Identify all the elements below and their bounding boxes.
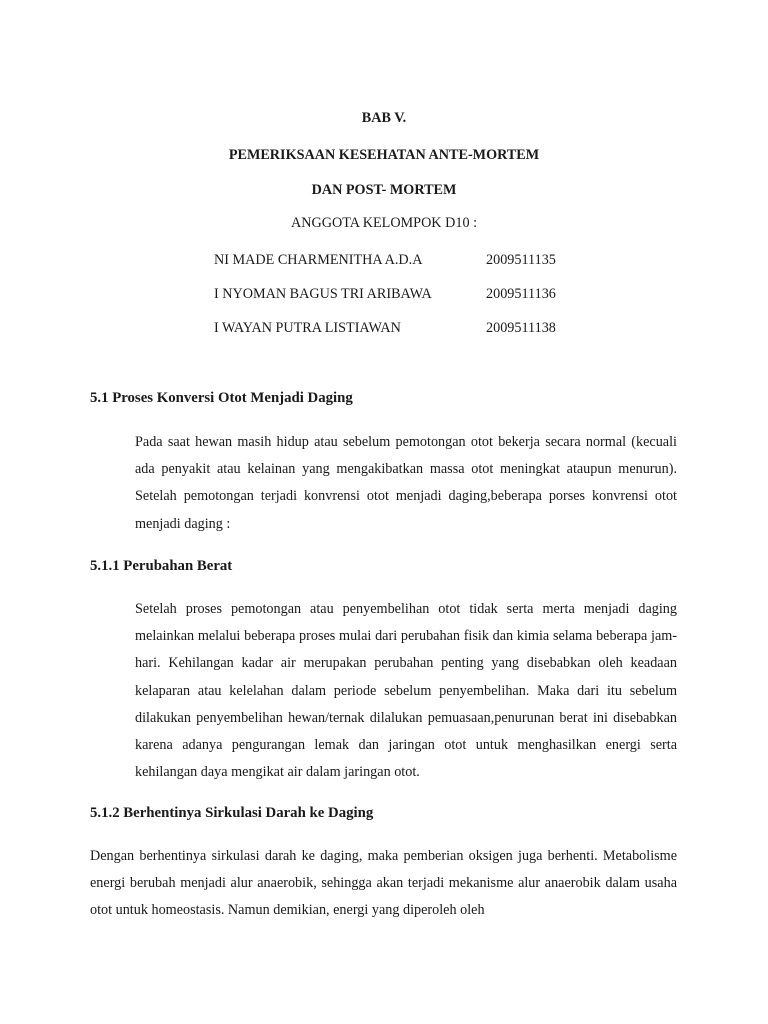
member-name: I NYOMAN BAGUS TRI ARIBAWA xyxy=(214,286,432,302)
member-nim: 2009511136 xyxy=(486,286,556,302)
section-heading: 5.1.1 Perubahan Berat xyxy=(90,558,233,574)
section-heading: 5.1.2 Berhentinya Sirkulasi Darah ke Daging xyxy=(90,805,374,821)
document-title-line-2: DAN POST- MORTEM xyxy=(311,182,457,198)
member-nim: 2009511135 xyxy=(486,252,556,268)
chapter-title: BAB V. xyxy=(361,110,407,126)
member-name: I WAYAN PUTRA LISTIAWAN xyxy=(214,320,401,336)
member-nim: 2009511138 xyxy=(486,320,556,336)
document-title-line-1: PEMERIKSAAN KESEHATAN ANTE-MORTEM xyxy=(228,147,540,163)
section-paragraph: Dengan berhentinya sirkulasi darah ke daging, maka pemberian oksigen juga berhenti. Metabolisme energi berubah menjadi alur anaerobik, sehingga akan terjadi mekanisme alur anaerobik dalam usaha otot untuk homeostasis. Namun demikian, energi yang diperoleh oleh xyxy=(90,848,677,919)
section-heading: 5.1 Proses Konversi Otot Menjadi Daging xyxy=(90,390,353,406)
member-name: NI MADE CHARMENITHA A.D.A xyxy=(214,252,423,268)
section-paragraph: Setelah proses pemotongan atau penyembelihan otot tidak serta merta menjadi daging melainkan melalui beberapa proses mulai dari perubahan fisik dan kimia selama beberapa jam-hari. Kehilangan kadar air merupakan perubahan penting yang disebabkan oleh keadaan kelaparan atau kelelahan dalam periode sebelum penyembelihan. Maka dari itu sebelum dilakukan penyembelihan hewan/ternak dilalukan pemuasaan,penurunan berat ini disebabkan karena adanya pengurangan lemak dan jaringan otot untuk menghasilkan energi serta kehilangan daya mengikat air dalam jaringan otot. xyxy=(135,601,677,781)
group-label: ANGGOTA KELOMPOK D10 : xyxy=(290,215,478,231)
section-paragraph: Pada saat hewan masih hidup atau sebelum pemotongan otot bekerja secara normal (kecuali ada penyakit atau kelainan yang mengakibatkan massa otot meningkat ataupun menurun). Setelah pemotongan terjadi konvrensi otot menjadi daging,beberapa porses konvrensi otot menjadi daging : xyxy=(135,434,677,532)
